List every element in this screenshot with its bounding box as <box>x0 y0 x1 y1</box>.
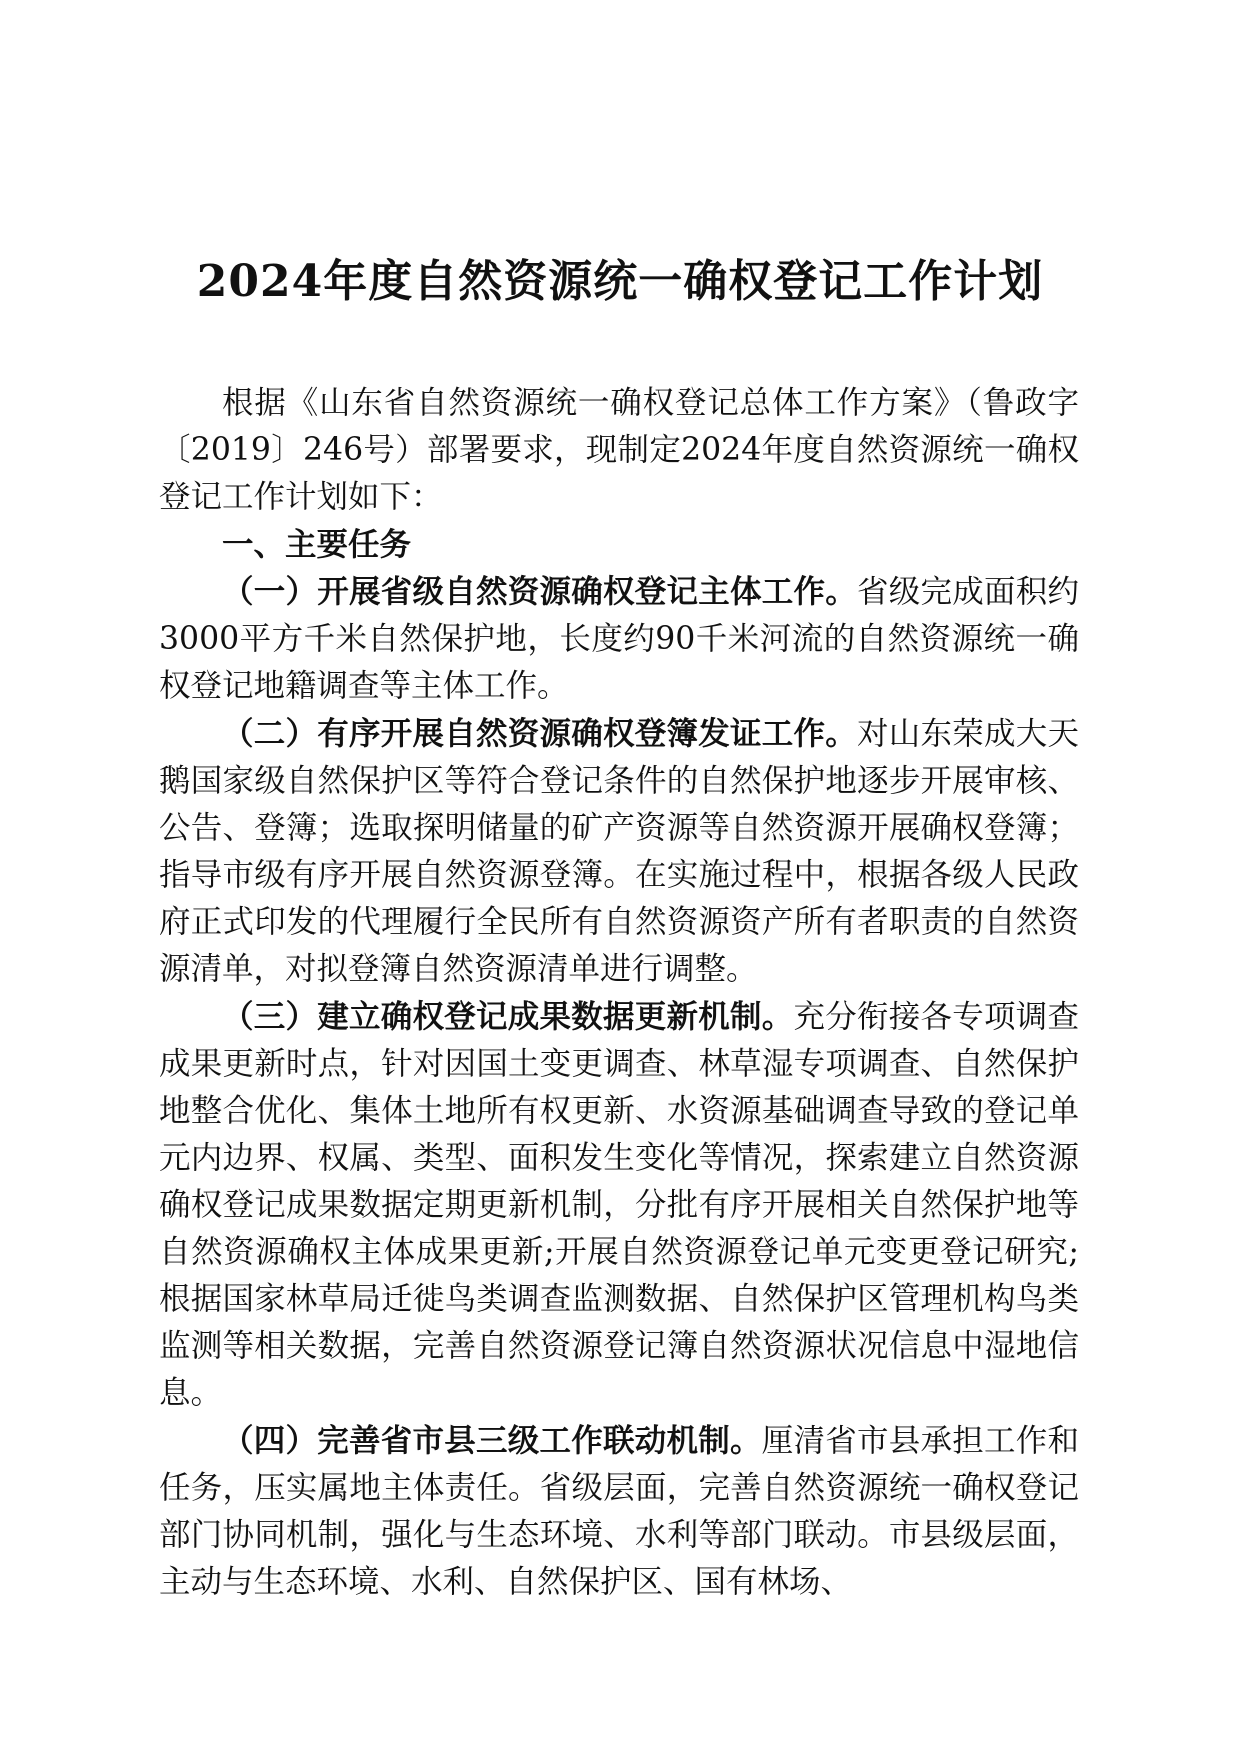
task-lead-3: （三）建立确权登记成果数据更新机制。 <box>222 998 794 1035</box>
task-paragraph-2 <box>159 710 1079 993</box>
task-text-3: 充分衔接各专项调查成果更新时点，针对因国土变更调查、林草湿专项调查、自然保护地整合优化、集体土地所有权更新、水资源基础调查导致的登记单元内边界、权属、类型、面积发生变化等情况，探索建立自然资源确权登记成果数据定期更新机制，分批有序开展相关自然保护地等自然资源确权主体成果更新;开展自然资源登记单元变更登记研究;根据国家林草局迁徙鸟类调查监测数据、自然保护区管理机构鸟类监测等相关数据，完善自然资源登记簿自然资源状况信息中湿地信息。 <box>159 999 1079 1411</box>
intro-paragraph: 根据《山东省自然资源统一确权登记总体工作方案》（鲁政字〔2019〕246号）部署要求，现制定2024年度自然资源统一确权登记工作计划如下： <box>159 385 1079 515</box>
task-paragraph-4 <box>159 1417 1079 1606</box>
task-text-2: 对山东荣成大天鹅国家级自然保护区等符合登记条件的自然保护地逐步开展审核、公告、登簿；选取探明储量的矿产资源等自然资源开展确权登簿；指导市级有序开展自然资源登簿。在实施过程中，根据各级人民政府正式印发的代理履行全民所有自然资源资产所有者职责的自然资源清单，对拟登簿自然资源清单进行调整。 <box>159 716 1079 987</box>
document-title: 2024年度自然资源统一确权登记工作计划 <box>196 256 1044 307</box>
task-lead-2: （二）有序开展自然资源确权登簿发证工作。 <box>222 715 857 752</box>
task-lead-1: （一）开展省级自然资源确权登记主体工作。 <box>222 573 857 610</box>
task-text-1: 省级完成面积约3000平方千米自然保护地，长度约90千米河流的自然资源统一确权登记地籍调查等主体工作。 <box>159 574 1079 704</box>
task-paragraph-1 <box>159 568 1079 710</box>
task-paragraph-3 <box>159 993 1079 1417</box>
section-heading-main-tasks: 一、主要任务 <box>222 526 412 563</box>
task-lead-4: （四）完善省市县三级工作联动机制。 <box>222 1422 762 1459</box>
document-body <box>159 380 1079 1606</box>
task-text-4: 厘清省市县承担工作和任务，压实属地主体责任。省级层面，完善自然资源统一确权登记部门协同机制，强化与生态环境、水利等部门联动。市县级层面，主动与生态环境、水利、自然保护区、国有林场、 <box>159 1423 1079 1600</box>
